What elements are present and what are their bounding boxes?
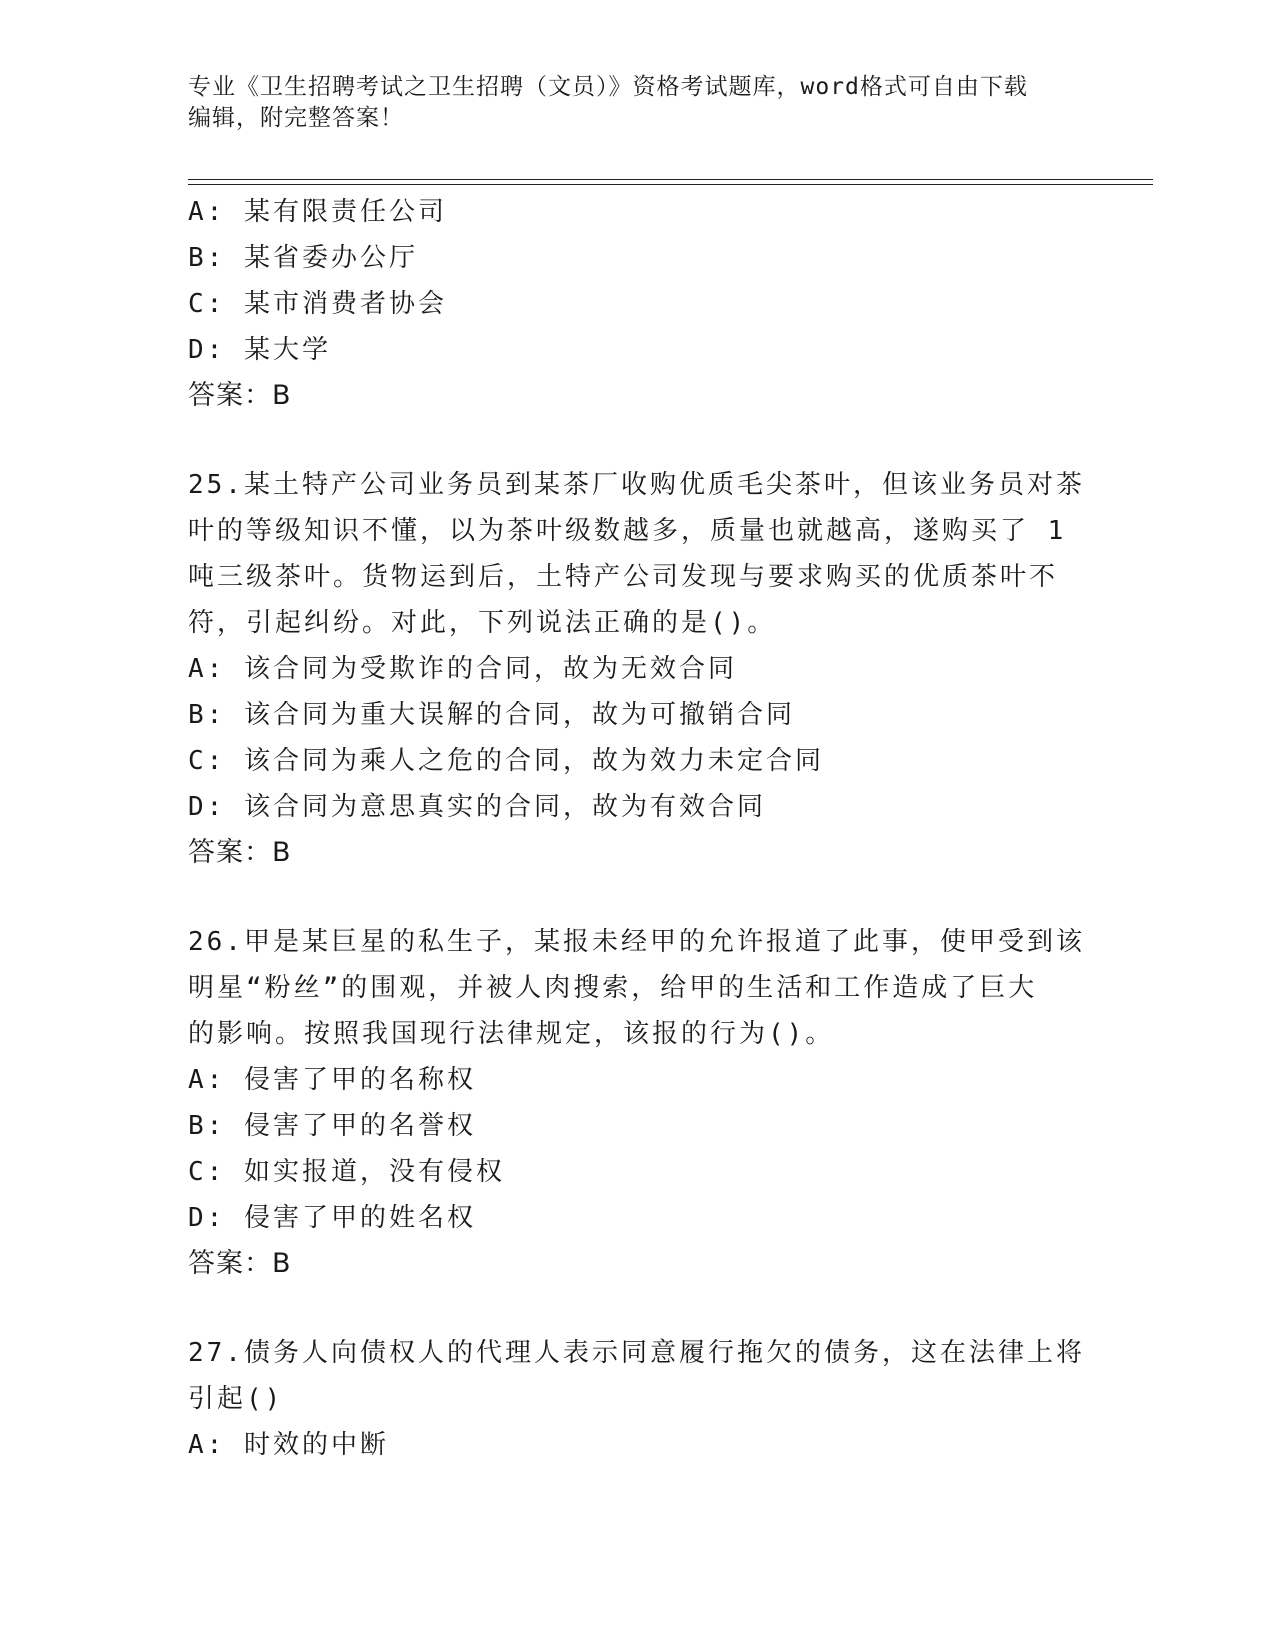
question-24-fragment	[188, 189, 1148, 419]
option-d: D: 该合同为意思真实的合同，故为有效合同	[188, 792, 766, 822]
option-b: B: 某省委办公厅	[188, 243, 418, 273]
option-a: A: 侵害了甲的名称权	[188, 1065, 476, 1095]
answer-label: 答案：B	[188, 380, 292, 411]
question-stem-line: 25.某土特产公司业务员到某茶厂收购优质毛尖茶叶，但该业务员对茶	[188, 470, 1085, 500]
question-27	[188, 1330, 1148, 1468]
option-b: B: 侵害了甲的名誉权	[188, 1111, 476, 1141]
option-a: A: 某有限责任公司	[188, 197, 447, 227]
question-stem-line: 明星“粉丝”的围观，并被人肉搜索，给甲的生活和工作造成了巨大	[188, 973, 1038, 1003]
question-stem-line: 26.甲是某巨星的私生子，某报未经甲的允许报道了此事，使甲受到该	[188, 927, 1085, 957]
question-list	[188, 189, 1148, 1468]
option-c: C: 该合同为乘人之危的合同，故为效力未定合同	[188, 746, 824, 776]
document-header	[188, 72, 1068, 134]
answer-label: 答案：B	[188, 1248, 292, 1279]
question-stem-line: 的影响。按照我国现行法律规定，该报的行为()。	[188, 1019, 835, 1049]
option-d: D: 侵害了甲的姓名权	[188, 1203, 476, 1233]
question-stem-line: 27.债务人向债权人的代理人表示同意履行拖欠的债务，这在法律上将	[188, 1338, 1085, 1368]
header-divider	[188, 179, 1153, 185]
question-stem-line: 符，引起纠纷。对此，下列说法正确的是()。	[188, 608, 777, 638]
header-line-1: 专业《卫生招聘考试之卫生招聘（文员）》资格考试题库，word格式可自由下载	[188, 74, 1028, 100]
question-25	[188, 462, 1148, 876]
option-d: D: 某大学	[188, 335, 331, 365]
question-26	[188, 919, 1148, 1287]
option-b: B: 该合同为重大误解的合同，故为可撤销合同	[188, 700, 795, 730]
question-stem-line: 吨三级茶叶。货物运到后，土特产公司发现与要求购买的优质茶叶不	[188, 562, 1059, 592]
question-stem-line: 引起()	[188, 1384, 284, 1414]
option-c: C: 某市消费者协会	[188, 289, 447, 319]
option-a: A: 该合同为受欺诈的合同，故为无效合同	[188, 654, 737, 684]
header-line-2: 编辑，附完整答案！	[188, 105, 404, 131]
option-a: A: 时效的中断	[188, 1430, 389, 1460]
option-c: C: 如实报道，没有侵权	[188, 1157, 505, 1187]
question-stem-line: 叶的等级知识不懂，以为茶叶级数越多，质量也就越高，遂购买了 1	[188, 516, 1067, 546]
answer-label: 答案：B	[188, 837, 292, 868]
